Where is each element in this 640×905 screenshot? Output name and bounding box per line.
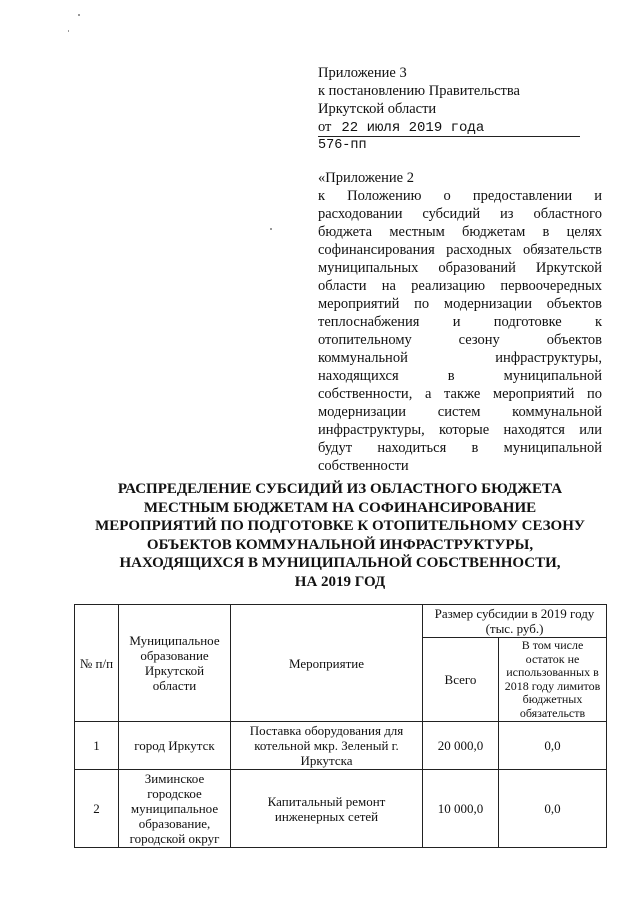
header-subsidy-group: Размер субсидии в 2019 году (тыс. руб.) <box>423 605 607 638</box>
header-num: № п/п <box>75 605 119 722</box>
title-line: ОБЪЕКТОВ КОММУНАЛЬНОЙ ИНФРАСТРУКТУРЫ, <box>146 536 534 553</box>
row-total: 20 000,0 <box>423 722 499 770</box>
row-total: 10 000,0 <box>423 770 499 848</box>
title-line: МЕСТНЫМ БЮДЖЕТАМ НА СОФИНАНСИРОВАНИЕ <box>143 499 537 516</box>
table-row <box>75 770 607 848</box>
scan-speck <box>78 14 80 16</box>
appendix-block <box>318 64 602 475</box>
table-row <box>75 722 607 770</box>
appendix-decree-line: к постановлению Правительства <box>318 83 520 99</box>
row-num: 1 <box>75 722 119 770</box>
header-total: Всего <box>423 638 499 722</box>
row-unused: 0,0 <box>499 722 607 770</box>
row-unused: 0,0 <box>499 770 607 848</box>
row-municipality: город Иркутск <box>119 722 231 770</box>
row-num: 2 <box>75 770 119 848</box>
scan-speck <box>68 30 69 32</box>
date-underline <box>318 136 580 137</box>
subsidy-table <box>74 604 607 848</box>
appendix-date-row <box>318 118 602 137</box>
appendix-region-line: Иркутской области <box>318 101 437 117</box>
row-municipality: Зиминское городское муниципальное образование, городской округ <box>119 770 231 848</box>
header-municipality: Муниципальное образование Иркутской области <box>119 605 231 722</box>
header-unused: В том числе остаток не использованных в 2018 году лимитов бюджетных обязательств <box>499 638 607 722</box>
date-value: 22 июля 2019 года <box>341 120 485 136</box>
title-line: МЕРОПРИЯТИЙ ПО ПОДГОТОВКЕ К ОТОПИТЕЛЬНОМУ СЕЗОНУ <box>95 518 585 534</box>
appendix-number-line: Приложение 3 <box>318 65 407 81</box>
scan-speck <box>270 228 272 230</box>
title-line: НА 2019 ГОД <box>294 573 386 590</box>
appendix-body-text: к Положению о предоставлении и расходовании субсидий из областного бюджета местным бюджетам в целях софинансирования расходных обязательств муниципальных образований Иркутской области на реализацию первоочередных мероприятий по модернизации объектов теплоснабжения и подготовке к отопительному сезону объектов коммунальной инфраструктуры, находящихся в муниципальной собственности, а также мероприятий по модернизации систем коммунальной инфраструктуры, которые находятся или будут находиться в муниципальной собственности <box>318 188 602 474</box>
title-line: НАХОДЯЩИХСЯ В МУНИЦИПАЛЬНОЙ СОБСТВЕННОСТИ, <box>119 555 561 571</box>
header-activity: Мероприятие <box>231 605 423 722</box>
document-title <box>70 480 610 591</box>
row-activity: Поставка оборудования для котельной мкр. Зеленый г. Иркутска <box>231 722 423 770</box>
decree-number: 576-пп <box>318 138 367 153</box>
quoted-appendix-title: «Приложение 2 <box>318 170 414 186</box>
row-activity: Капитальный ремонт инженерных сетей <box>231 770 423 848</box>
title-line: РАСПРЕДЕЛЕНИЕ СУБСИДИЙ ИЗ ОБЛАСТНОГО БЮДЖЕТА <box>117 481 563 497</box>
date-prefix: от <box>318 119 332 135</box>
